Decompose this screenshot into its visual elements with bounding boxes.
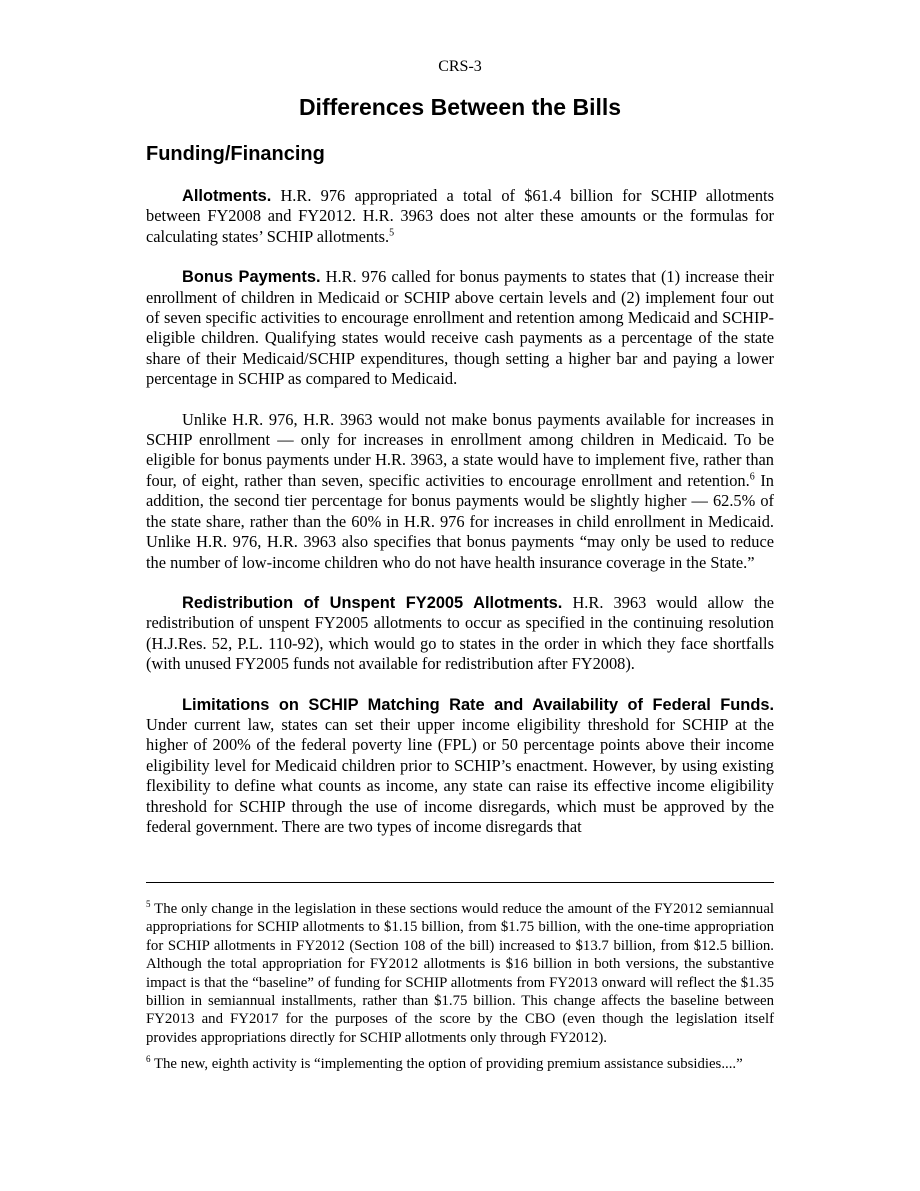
paragraph-text: Under current law, states can set their upper income eligibility threshold for SCHIP at the higher of 200% of the federal poverty line (FPL) or 50 percentage points above their income eligibility level for Medicaid children prior to SCHIP’s enactment. However, by using existing flexibility to define what counts as income, any state can raise its effective income eligibility threshold for SCHIP through the use of income disregards, which must be approved by the federal government. There are two types of income disregards that — [146, 714, 774, 836]
runin-heading-limitations: Limitations on SCHIP Matching Rate and Availability of Federal Funds. — [182, 695, 774, 714]
paragraph-bonus-comparison — [146, 410, 774, 573]
paragraph-limitations — [146, 695, 774, 838]
paragraph-text: Unlike H.R. 976, H.R. 3963 would not make bonus payments available for increases in SCHIP enrollment — only for increases in enrollment among children in Medicaid. To be eligible for bonus payments under H.R. 3963, a state would have to implement five, rather than four, of eight, rather than seven, specific activities to encourage enrollment and retention. — [146, 409, 774, 490]
footnote-divider — [146, 882, 774, 883]
paragraph-text: H.R. 3963 would allow the redistribution of unspent FY2005 allotments to occur as specified in the continuing resolution (H.J.Res. 52, P.L. 110-92), which would go to states in the order in which they face shortfalls (with unused FY2005 funds not available for redistribution after FY2008). — [146, 592, 774, 674]
footnote-6 — [146, 1055, 774, 1073]
paragraph-text: H.R. 976 called for bonus payments to states that (1) increase their enrollment of children in Medicaid or SCHIP above certain levels and (2) implement four out of seven specific activities to encourage enrollment and retention among Medicaid and SCHIP-eligible children. Qualifying states would receive cash payments as a percentage of the state share of their Medicaid/SCHIP expenditures, though setting a higher bar and paying a lower percentage in SCHIP as compared to Medicaid. — [146, 267, 774, 389]
paragraph-text: H.R. 976 appropriated a total of $61.4 billion for SCHIP allotments between FY2008 and FY2012. H.R. 3963 does not alter these amounts or the formulas for calculating states’ SCHIP allotments. — [146, 186, 774, 246]
footnote-text: The only change in the legislation in these sections would reduce the amount of the FY2012 semiannual appropriations for SCHIP allotments to $1.15 billion, from $1.75 billion, with the one-time appropriation for SCHIP allotments in FY2012 (Section 108 of the bill) increased to $13.7 billion, from $12.5 billion. Although the total appropriation for FY2012 allotments is $16 billion in both versions, the substantive impact is that the “baseline” of funding for SCHIP allotments from FY2013 onward will reflect the $1.35 billion in semiannual installments, rather than $1.75 billion. This change affects the baseline between FY2013 and FY2017 for the purposes of the score by the CBO (even though the legislation itself provides appropriations directly for SCHIP allotments only through FY2012). — [146, 901, 775, 1046]
runin-heading-redistribution: Redistribution of Unspent FY2005 Allotments. — [182, 593, 563, 612]
paragraph-text-continued: In addition, the second tier percentage for bonus payments would be slightly higher — 62.5% of the state share, rather than the 60% in H.R. 976 for increases in child enrollment in Medicaid. Unlike H.R. 976, H.R. 3963 also specifies that bonus payments “may only be used to reduce the number of low-income children who do not have health insurance coverage in the State.” — [146, 470, 774, 572]
runin-heading-allotments: Allotments. — [182, 187, 272, 205]
footnote-ref-6[interactable]: 6 — [749, 471, 755, 483]
footnotes — [146, 900, 774, 1082]
footnote-number: 5 — [146, 899, 151, 910]
footnote-text: The new, eighth activity is “implementing the option of providing premium assistance subsidies....” — [153, 1056, 743, 1073]
paragraph-allotments — [146, 186, 774, 247]
body-text — [146, 186, 774, 857]
page-number-header: CRS-3 — [438, 58, 482, 75]
footnote-ref-5[interactable]: 5 — [389, 227, 395, 239]
footnote-number: 6 — [146, 1054, 151, 1065]
paragraph-bonus-payments — [146, 267, 774, 389]
footnote-5 — [146, 900, 774, 1047]
section-heading: Funding/Financing — [146, 143, 325, 165]
runin-heading-bonus-payments: Bonus Payments. — [182, 268, 321, 287]
paragraph-redistribution — [146, 593, 774, 675]
page-title: Differences Between the Bills — [298, 94, 622, 120]
